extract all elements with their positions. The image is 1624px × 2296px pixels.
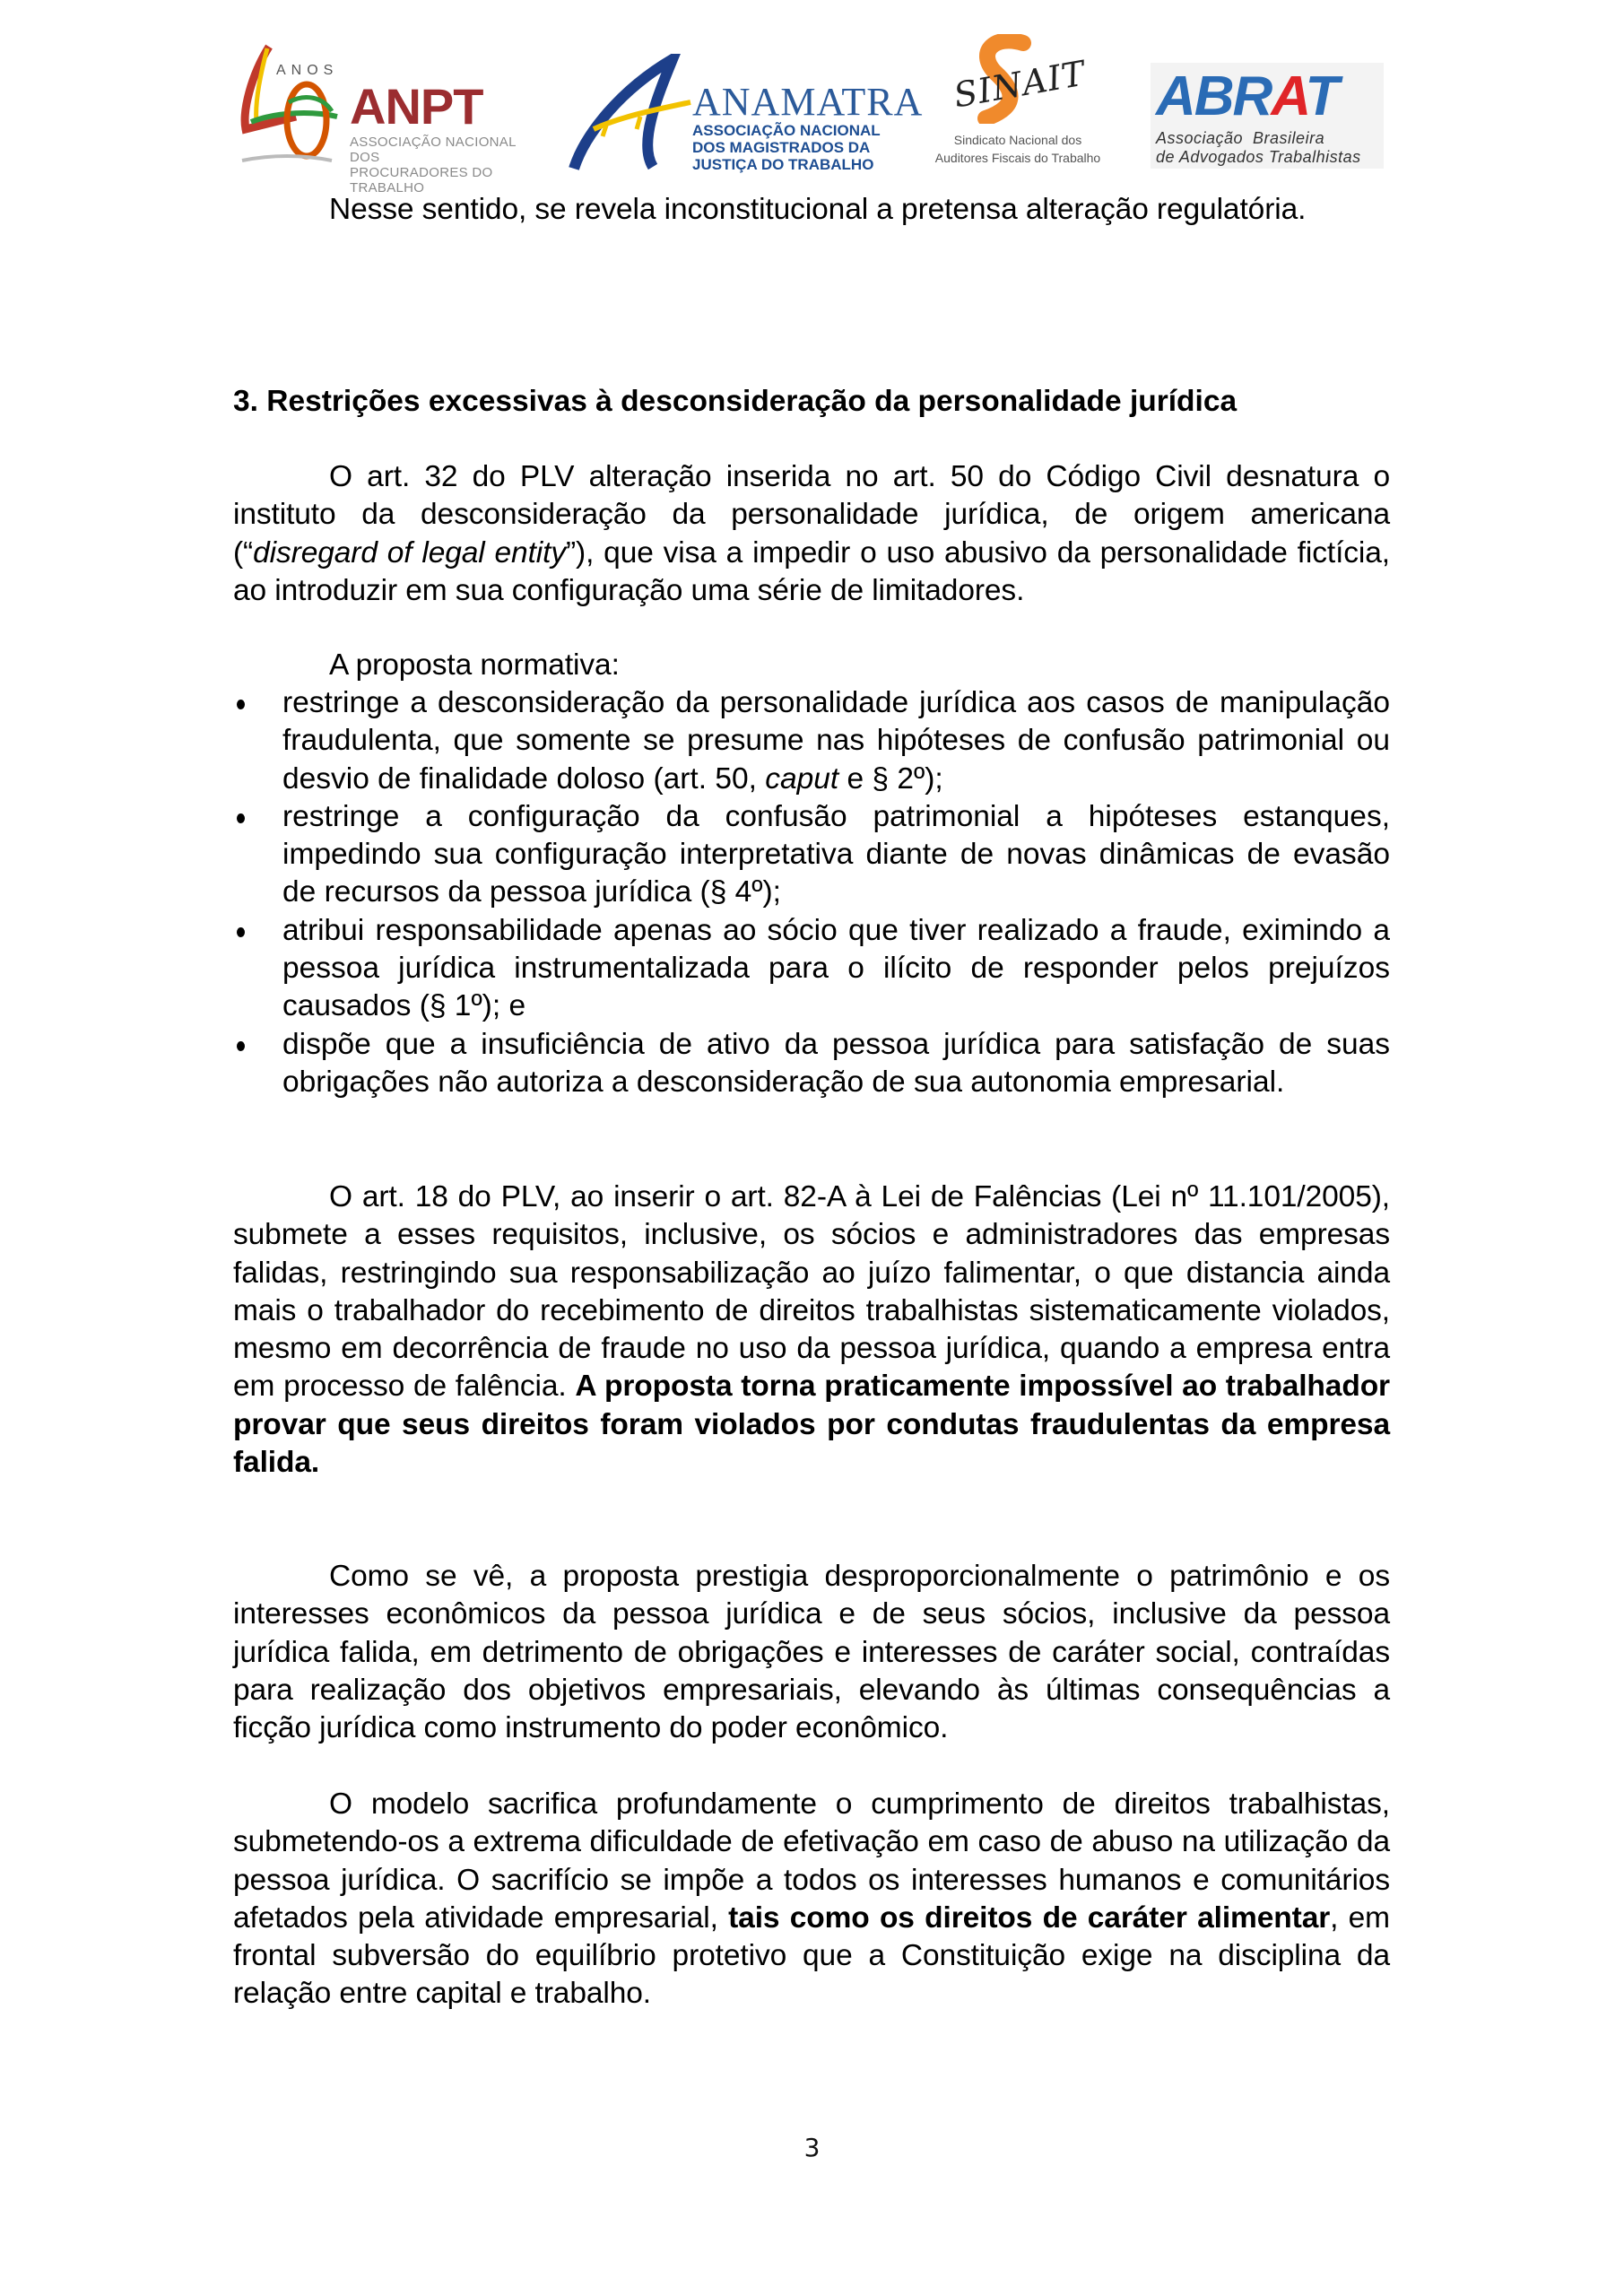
header-logos xyxy=(0,27,1624,196)
list-item-text-end: e § 2º); xyxy=(838,761,943,796)
sinait-subtitle-line-1: Sindicato Nacional dos xyxy=(953,133,1082,147)
bullet-icon xyxy=(237,1041,245,1051)
paragraph-art-18-bold: A proposta torna praticamente impossível ao trabalhador provar que seus direitos foram violados por condutas fraudulentas da empresa falida. xyxy=(233,1370,1390,1480)
abrat-wordmark-blue: ABR xyxy=(1156,65,1272,127)
anamatra-a-icon xyxy=(567,54,692,170)
abrat-logo xyxy=(1151,63,1384,169)
sinait-subtitle xyxy=(919,131,1116,167)
list-item xyxy=(233,912,1390,1026)
paragraph-art-32-italic: disregard of legal entity xyxy=(253,535,566,570)
anpt-40-anos-icon xyxy=(233,39,341,165)
sinait-wordmark: SINAIT xyxy=(951,53,1089,116)
anamatra-subtitle-line-1: ASSOCIAÇÃO NACIONAL xyxy=(692,122,881,139)
paragraph-como-se-ve: Como se vê, a proposta prestigia desproporcionalmente o patrimônio e os interesses econômicos da pessoa jurídica e de seus sócios, inclusive da pessoa jurídica falida, em detrimento de obrigações e interesses de caráter social, contraídas para realização dos objetivos empresariais, elevando às últimas consequências a ficção jurídica como instrumento do poder econômico. xyxy=(233,1560,1390,1745)
list-item-text: dispõe que a insuficiência de ativo da pessoa jurídica para satisfação de suas obrigações não autoriza a desconsideração de sua autonomia empresarial. xyxy=(282,1027,1390,1099)
paragraph-art-32-text-b: ”), que visa a impedir o uso abusivo da personalidade fictícia, ao introduzir em sua configuração uma série de limitadores. xyxy=(233,535,1391,607)
list-item xyxy=(233,684,1390,798)
anamatra-subtitle-line-2: DOS MAGISTRADOS DA xyxy=(692,139,871,156)
paragraph-modelo-text-b: , em frontal subversão do equilíbrio protetivo que a Constituição exige na disciplina da relação entre capital e trabalho. xyxy=(233,1900,1390,2011)
bullet-icon xyxy=(237,813,245,823)
abrat-subtitle-line-1: Associação Brasileira xyxy=(1156,129,1325,147)
sinait-logo xyxy=(919,34,1116,169)
paragraph-art-18-text: O art. 18 do PLV, ao inserir o art. 82-A à Lei de Falências (Lei nº 11.101/2005), submete a esses requisitos, inclusive, os sócios e administradores das empresas falidas, restringindo sua responsabilização ao juízo falimentar, o que distancia ainda mais o trabalhador do recebimento de direitos trabalhistas sistematicamente violados, mesmo em decorrência de fraude no uso da pessoa jurídica, quando a empresa entra em processo de falência. xyxy=(233,1180,1390,1404)
abrat-wordmark-blue-end: T xyxy=(1305,65,1338,127)
abrat-wordmark-red: A xyxy=(1271,65,1306,127)
anamatra-subtitle-line-3: JUSTIÇA DO TRABALHO xyxy=(692,156,874,173)
section-heading: 3. Restrições excessivas à desconsideração da personalidade jurídica xyxy=(233,385,1238,418)
anpt-subtitle-line-2: PROCURADORES DO TRABALHO xyxy=(350,165,493,196)
paragraph-proposta-intro: A proposta normativa: xyxy=(329,648,620,682)
page-number: 3 xyxy=(803,2133,821,2162)
bullet-icon xyxy=(237,927,245,937)
anpt-wordmark: ANPT xyxy=(350,78,483,135)
anpt-subtitle-line-1: ASSOCIAÇÃO NACIONAL DOS xyxy=(350,135,517,165)
anamatra-logo xyxy=(567,45,924,173)
paragraph-modelo-text-a: O modelo sacrifica profundamente o cumprimento de direitos trabalhistas, submetendo-os a extrema dificuldade de efetivação em caso de abuso na utilização da pessoa jurídica. O sacrifício se impõe a todos os interesses humanos e comunitários afetados pela atividade empresarial, xyxy=(233,1787,1390,1935)
abrat-subtitle xyxy=(1156,129,1361,167)
anos-label: ANOS xyxy=(276,63,339,78)
paragraph-modelo xyxy=(233,1786,1390,2013)
anamatra-subtitle xyxy=(692,122,881,173)
list-item-text: restringe a configuração da confusão patrimonial a hipóteses estanques, impedindo sua configuração interpretativa diante de novas dinâmicas de evasão de recursos da pessoa jurídica (§ 4º); xyxy=(282,799,1390,909)
bullet-list xyxy=(233,684,1390,1101)
paragraph-art-32 xyxy=(233,458,1390,610)
bullet-icon xyxy=(237,700,245,709)
anpt-subtitle xyxy=(350,135,538,196)
abrat-subtitle-line-2: de Advogados Trabalhistas xyxy=(1156,148,1361,166)
paragraph-art-18 xyxy=(233,1178,1390,1482)
paragraph-art-32-text-a: O art. 32 do PLV alteração inserida no art. 50 do Código Civil desnatura o instituto da desconsideração da personalidade jurídica, de origem americana (“ xyxy=(233,460,1390,570)
list-item-italic: caput xyxy=(765,761,839,796)
anamatra-wordmark: ANAMATRA xyxy=(692,80,924,124)
paragraph-modelo-bold: tais como os direitos de caráter alimentar xyxy=(728,1900,1331,1935)
sinait-subtitle-line-2: Auditores Fiscais do Trabalho xyxy=(934,151,1101,165)
abrat-wordmark xyxy=(1156,65,1337,128)
list-item xyxy=(233,798,1390,912)
list-item-text: atribui responsabilidade apenas ao sócio que tiver realizado a fraude, eximindo a pessoa jurídica instrumentalizada para o ilícito de responder pelos prejuízos causados (§ 1º); e xyxy=(282,913,1390,1023)
list-item xyxy=(233,1026,1390,1102)
anpt-logo xyxy=(233,39,538,196)
list-item-text: restringe a desconsideração da personalidade jurídica aos casos de manipulação fraudulenta, que somente se presume nas hipóteses de confusão patrimonial ou desvio de finalidade doloso (art. 50, xyxy=(282,686,1390,796)
paragraph-conclusion: Nesse sentido, se revela inconstitucional a pretensa alteração regulatória. xyxy=(329,193,1307,226)
